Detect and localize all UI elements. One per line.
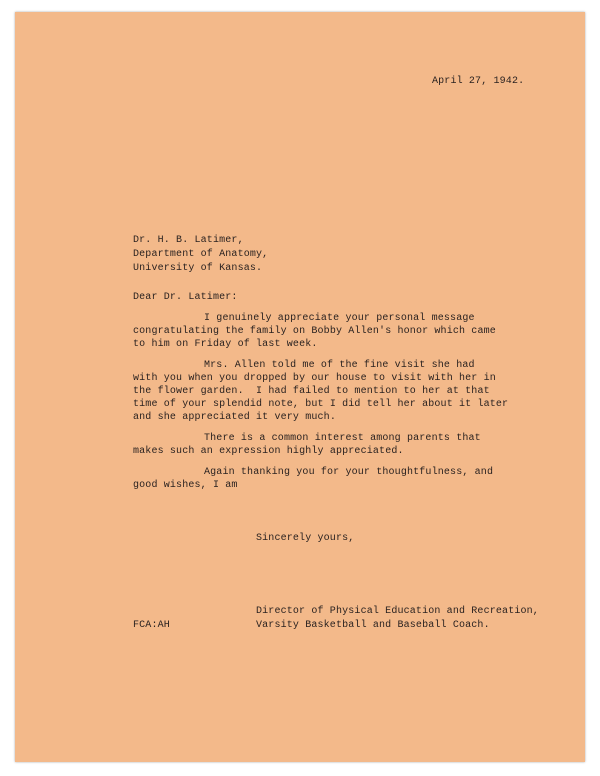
recipient-department: Department of Anatomy, xyxy=(133,249,269,260)
signature-title-line-2: Varsity Basketball and Baseball Coach. xyxy=(256,620,490,631)
recipient-name: Dr. H. B. Latimer, xyxy=(133,235,244,246)
paragraph-4-line-1: Again thanking you for your thoughtfulness, and xyxy=(204,467,494,478)
paragraph-4-line-2: good wishes, I am xyxy=(133,480,238,491)
paragraph-3-line-2: makes such an expression highly appreciated. xyxy=(133,446,404,457)
salutation: Dear Dr. Latimer: xyxy=(133,292,238,303)
paragraph-2-line-4: time of your splendid note, but I did tell her about it later xyxy=(133,399,509,410)
paragraph-2-line-1: Mrs. Allen told me of the fine visit she had xyxy=(204,360,475,371)
paragraph-1-line-1: I genuinely appreciate your personal message xyxy=(204,313,475,324)
paragraph-3-line-1: There is a common interest among parents that xyxy=(204,433,481,444)
closing: Sincerely yours, xyxy=(256,533,355,544)
paragraph-2-line-5: and she appreciated it very much. xyxy=(133,412,336,423)
paragraph-2-line-2: with you when you dropped by our house to visit with her in xyxy=(133,373,496,384)
typist-initials: FCA:AH xyxy=(133,620,170,631)
letter-date: April 27, 1942. xyxy=(432,76,525,87)
recipient-institution: University of Kansas. xyxy=(133,263,263,274)
paragraph-1-line-3: to him on Friday of last week. xyxy=(133,339,318,350)
paragraph-2-line-3: the flower garden. I had failed to mention to her at that xyxy=(133,386,490,397)
signature-title-line-1: Director of Physical Education and Recreation, xyxy=(256,606,539,617)
paragraph-1-line-2: congratulating the family on Bobby Allen's honor which came xyxy=(133,326,496,337)
